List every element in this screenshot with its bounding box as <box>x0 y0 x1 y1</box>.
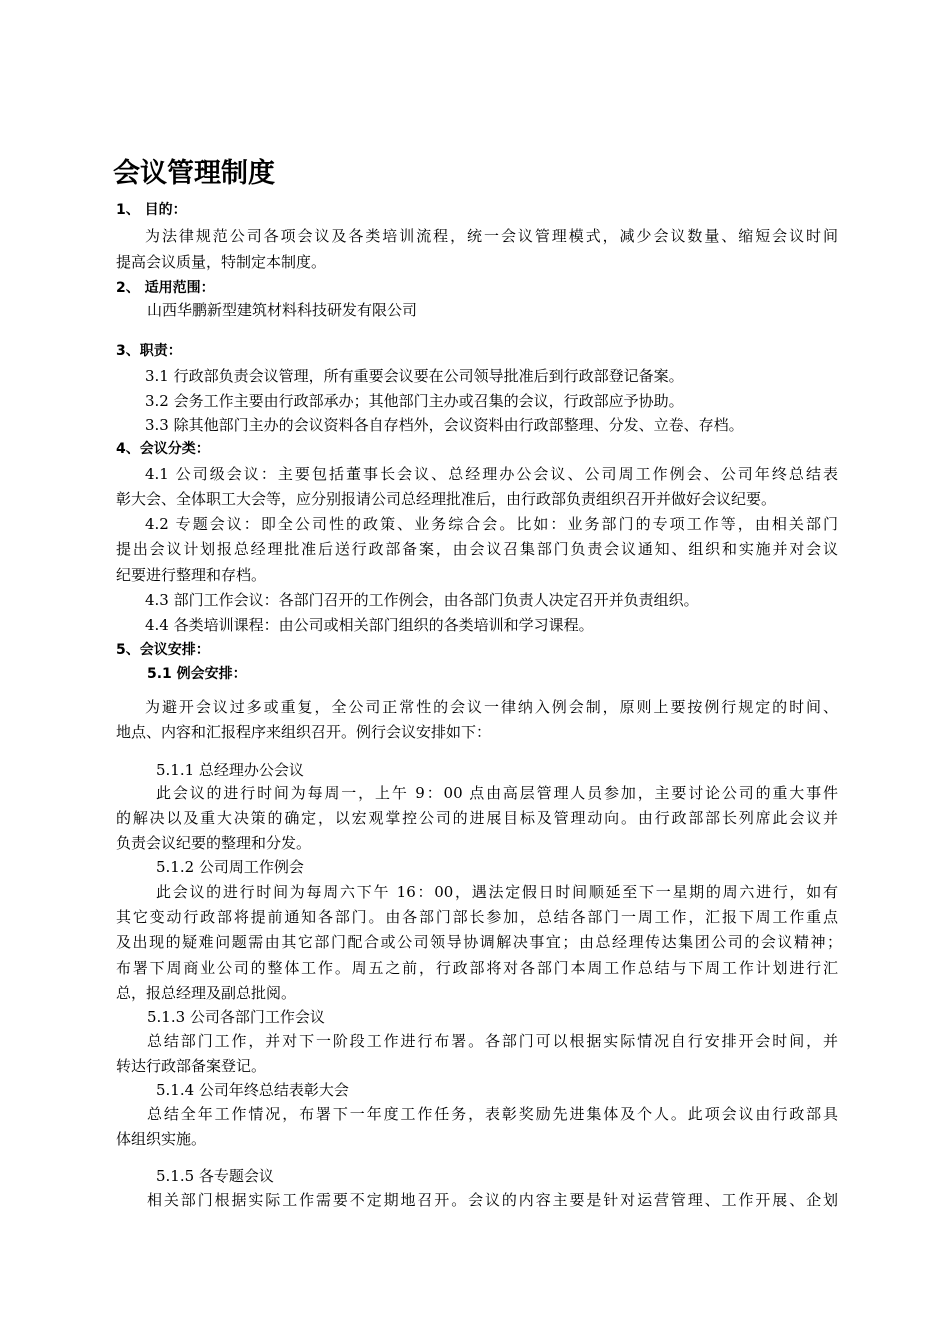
paragraph-line: 总结全年工作情况，布署下一年度工作任务，表彰奖励先进集体及个人。此项会议由行政部具 <box>147 1105 838 1123</box>
section-heading-duties: 3、职责： <box>116 343 182 359</box>
paragraph-line: 布署下周商业公司的整体工作。周五之前，行政部将对各部门本周工作总结与下周工作计划进行汇 <box>116 959 838 977</box>
paragraph-line: 其它变动行政部将提前通知各部门。由各部门部长参加，总结各部门一周工作，汇报下周工作重点 <box>116 908 838 926</box>
paragraph-line: 彰大会、全体职工大会等，应分别报请公司总经理批准后，由行政部负责组织召开并做好会议纪要。 <box>116 490 777 508</box>
list-item: 3.3 除其他部门主办的会议资料各自存档外，会议资料由行政部整理、分发、立卷、存档。 <box>145 416 744 434</box>
list-item: 4.4 各类培训课程：由公司或相关部门组织的各类培训和学习课程。 <box>145 616 594 634</box>
paragraph-line: 纪要进行整理和存档。 <box>116 566 267 584</box>
paragraph-line: 及出现的疑难问题需由其它部门配合或公司领导协调解决事宜；由总经理传达集团公司的会议精神； <box>116 933 842 951</box>
list-item: 3.1 行政部负责会议管理，所有重要会议要在公司领导批准后到行政部登记备案。 <box>145 367 684 385</box>
section-heading-classification: 4、会议分类： <box>116 441 210 457</box>
paragraph-line: 负责会议纪要的整理和分发。 <box>116 834 312 852</box>
subsection-heading: 5.1 例会安排： <box>147 666 247 682</box>
paragraph-line: 为避开会议过多或重复，全公司正常性的会议一律纳入例会制，原则上要按例行规定的时间、 <box>145 698 838 716</box>
meeting-heading: 5.1.2 公司周工作例会 <box>156 858 304 876</box>
section-heading-scope: 2、 适用范围： <box>116 280 215 296</box>
paragraph-line: 地点、内容和汇报程序来组织召开。例行会议安排如下： <box>116 723 492 741</box>
paragraph-line: 为法律规范公司各项会议及各类培训流程，统一会议管理模式，减少会议数量、缩短会议时间 <box>145 227 838 245</box>
section-heading-arrangement: 5、会议安排： <box>116 642 210 658</box>
list-item: 3.2 会务工作主要由行政部承办；其他部门主办或召集的会议，行政部应予协助。 <box>145 392 684 410</box>
meeting-heading: 5.1.5 各专题会议 <box>156 1167 274 1185</box>
company-name: 山西华鹏新型建筑材料科技研发有限公司 <box>147 301 418 319</box>
paragraph-line: 体组织实施。 <box>116 1130 207 1148</box>
paragraph-line: 提高会议质量，特制定本制度。 <box>116 253 327 271</box>
list-item: 4.3 部门工作会议：各部门召开的工作例会，由各部门负责人决定召开并负责组织。 <box>145 591 699 609</box>
paragraph-line: 此会议的进行时间为每周一，上午 9：00 点由高层管理人员参加，主要讨论公司的重大事件 <box>156 784 838 802</box>
paragraph-line: 总，报总经理及副总批阅。 <box>116 984 297 1002</box>
section-heading-purpose: 1、 目的： <box>116 202 187 218</box>
paragraph-line: 相关部门根据实际工作需要不定期地召开。会议的内容主要是针对运营管理、工作开展、企划 <box>147 1191 838 1209</box>
meeting-heading: 5.1.4 公司年终总结表彰大会 <box>156 1081 349 1099</box>
paragraph-line: 总结部门工作，并对下一阶段工作进行布署。各部门可以根据实际情况自行安排开会时间，并 <box>147 1032 838 1050</box>
meeting-heading: 5.1.1 总经理办公会议 <box>156 761 304 779</box>
list-item: 4.1 公司级会议：主要包括董事长会议、总经理办公会议、公司周工作例会、公司年终总结表 <box>145 465 838 483</box>
paragraph-line: 的解决以及重大决策的确定，以宏观掌控公司的进展目标及管理动向。由行政部部长列席此会议并 <box>116 809 838 827</box>
paragraph-line: 此会议的进行时间为每周六下午 16：00，遇法定假日时间顺延至下一星期的周六进行，如有 <box>156 883 838 901</box>
list-item: 4.2 专题会议：即全公司性的政策、业务综合会。比如：业务部门的专项工作等，由相关部门 <box>145 515 838 533</box>
paragraph-line: 提出会议计划报总经理批准后送行政部备案，由会议召集部门负责会议通知、组织和实施并对会议 <box>116 540 838 558</box>
meeting-heading: 5.1.3 公司各部门工作会议 <box>147 1008 325 1026</box>
paragraph-line: 转达行政部备案登记。 <box>116 1057 267 1075</box>
page-title: 会议管理制度 <box>113 158 275 189</box>
